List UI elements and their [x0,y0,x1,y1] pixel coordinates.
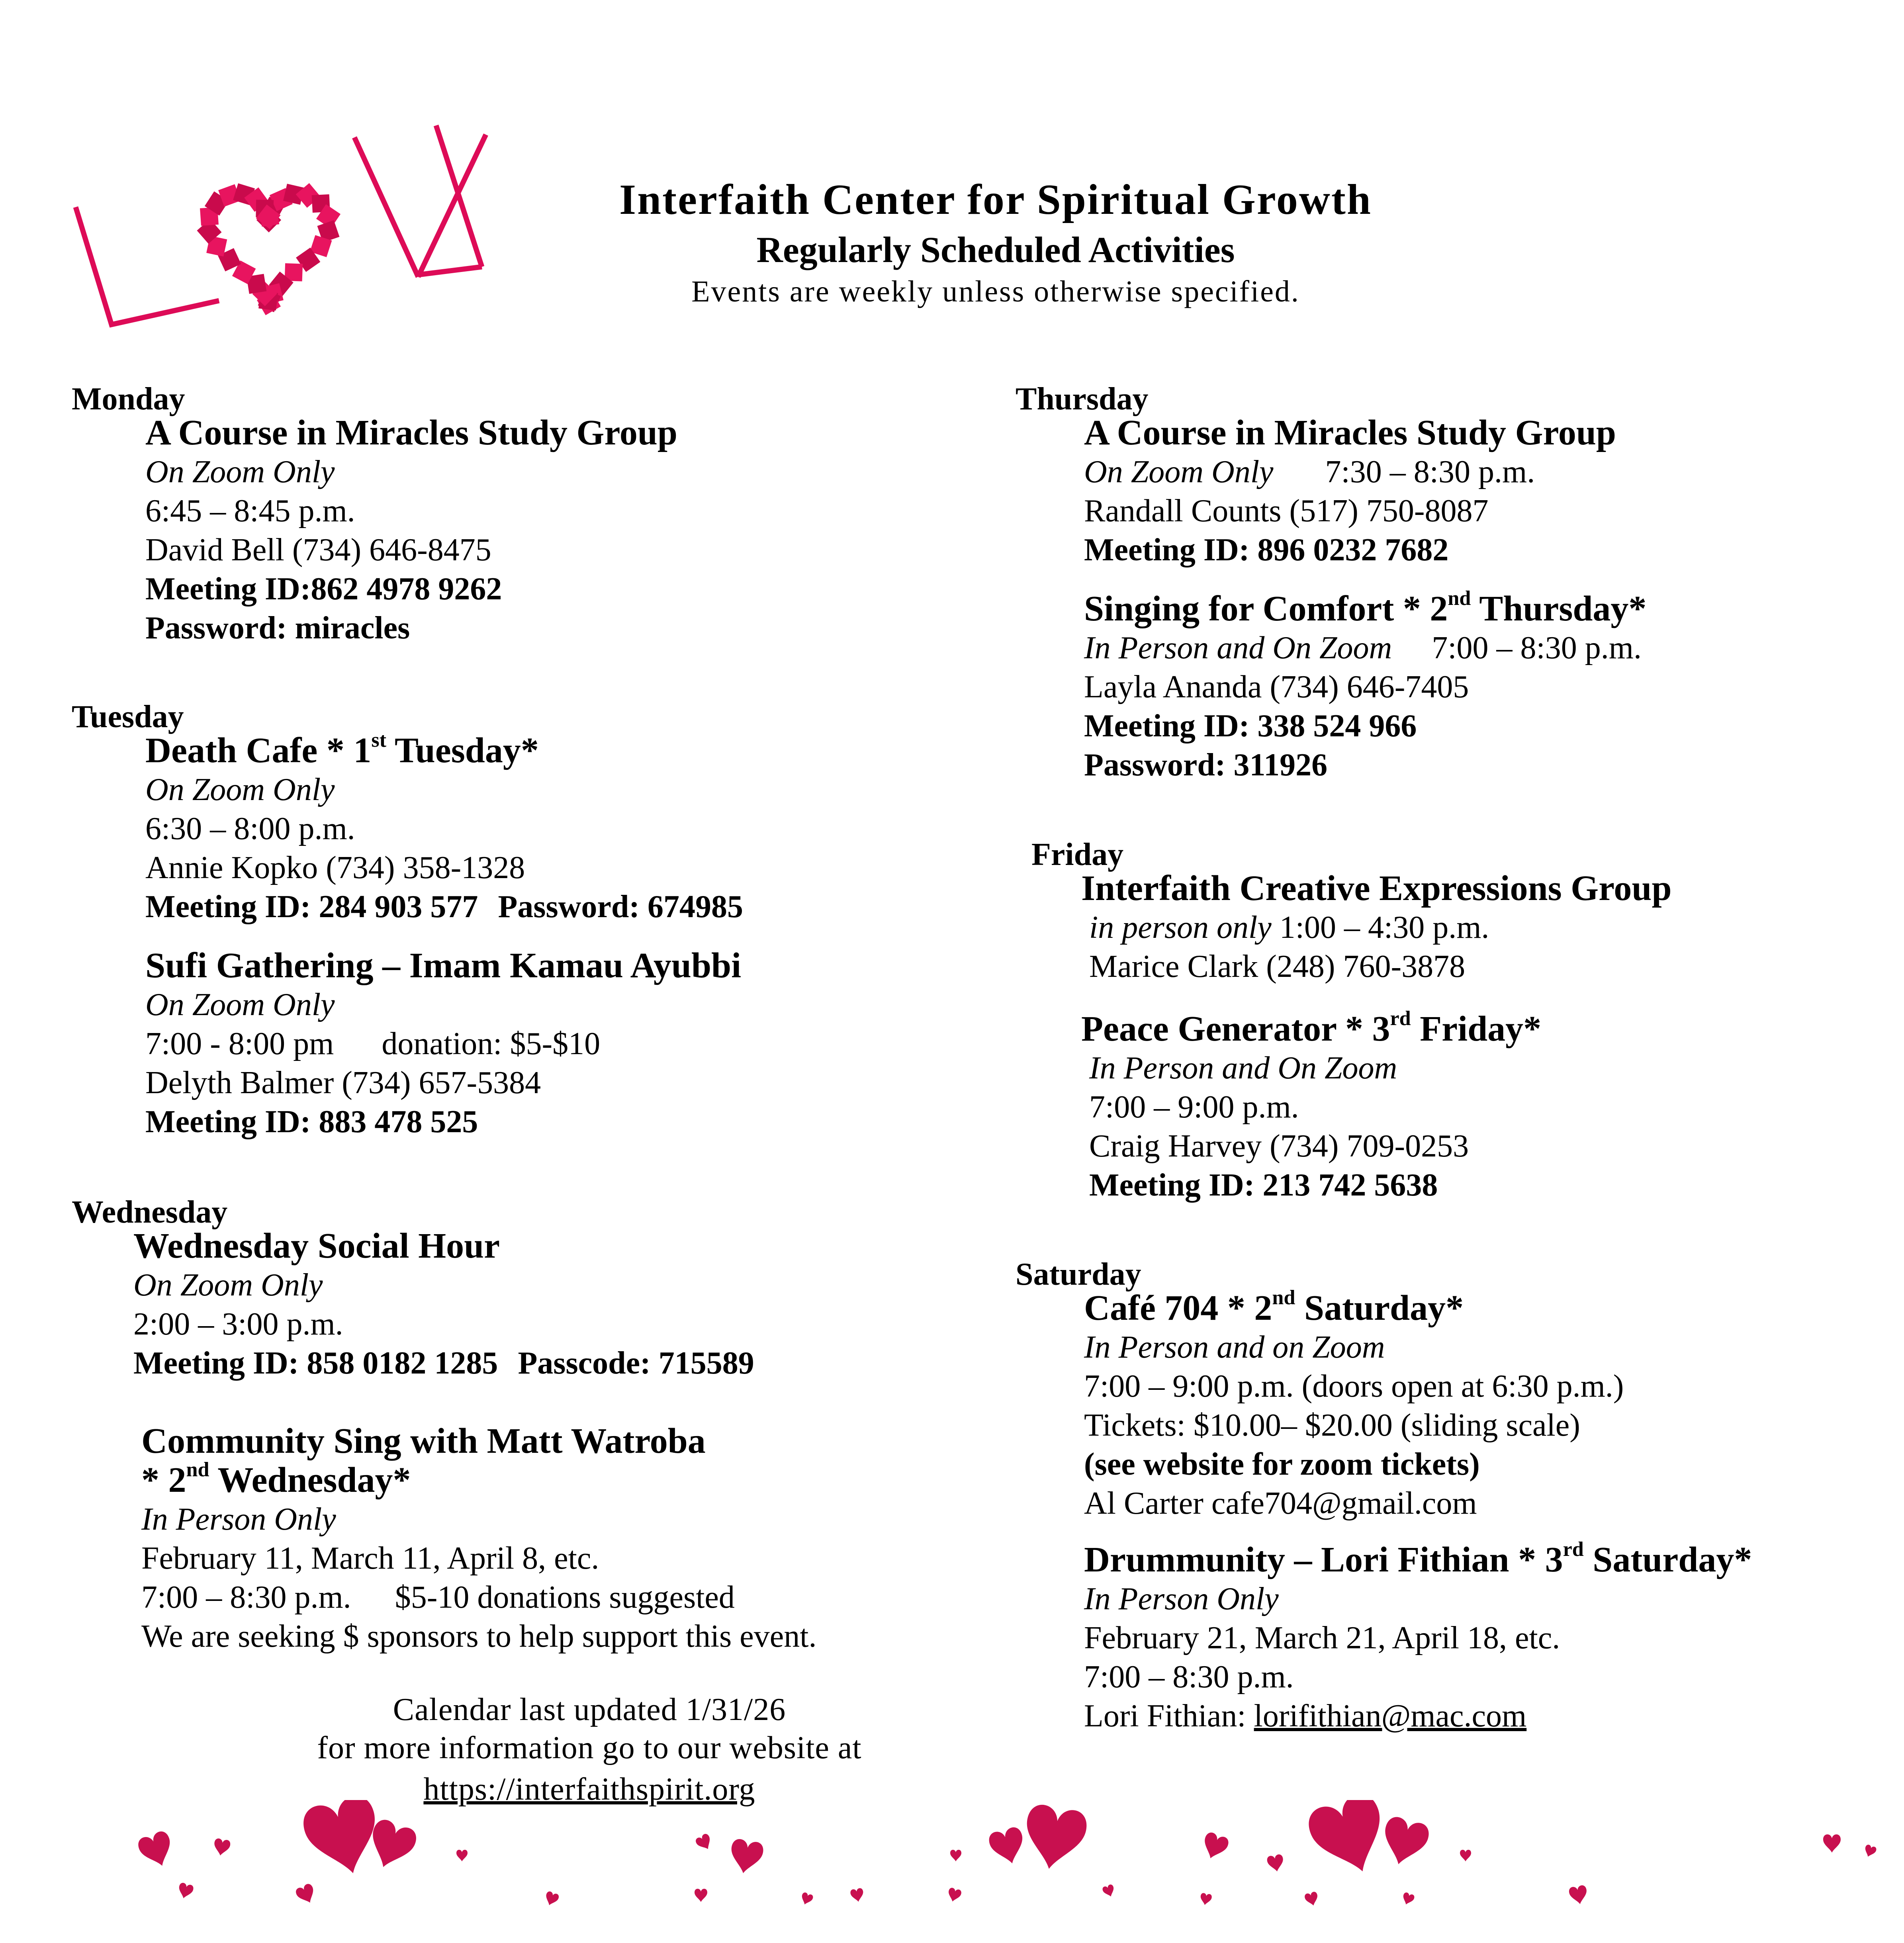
hearts-border [0,1800,1904,1943]
day-heading-saturday: Saturday [1016,1257,1141,1292]
event-title [1084,586,1647,628]
event-mode: In Person Only [1084,1581,1279,1616]
event-meeting-id: Meeting ID: 858 0182 1285 [133,1346,498,1381]
heart-icon [1304,1891,1320,1907]
event-time: 6:45 – 8:45 p.m. [145,493,355,528]
heart-icon [1303,1800,1396,1884]
heart-icon [1377,1815,1431,1870]
heart-icon [695,1833,714,1853]
heart-icon [1460,1850,1471,1861]
contact-email-link[interactable]: lorifithian@mac.com [1254,1698,1527,1734]
event-contact: Al Carter cafe704@gmail.com [1084,1486,1477,1521]
heart-icon [543,1890,560,1907]
event-wednesday-community-sing [141,1422,816,1656]
event-meeting-id: Meeting ID: 284 903 577 [145,889,478,924]
event-time: 7:00 – 8:30 p.m. [141,1580,351,1615]
calendar-updated: Calendar last updated 1/31/26 [393,1692,786,1727]
event-time: 7:00 – 8:30 p.m. [1432,630,1642,665]
event-title [1084,1537,1752,1579]
event-time: 7:00 – 9:00 p.m. (doors open at 6:30 p.m.) [1084,1369,1624,1404]
event-thursday-singing [1084,586,1647,785]
event-mode-time [1084,628,1646,667]
page-header [478,175,1513,310]
event-time: 7:00 – 8:30 p.m. [1084,1659,1294,1694]
event-friday-peace-generator [1081,1006,1542,1205]
love-logo [68,123,490,346]
more-info-text: for more information go to our website at [317,1730,862,1765]
event-friday-creative-expressions [1081,869,1672,986]
heart-icon [1102,1884,1116,1898]
event-title-main: Death Cafe * 1 [145,731,372,770]
event-wednesday-social-hour [133,1227,754,1383]
event-meeting-id: Meeting ID: 338 524 966 [1084,708,1417,744]
event-contact: Craig Harvey (734) 709-0253 [1089,1129,1469,1164]
event-title-main: Singing for Comfort * 2 [1084,589,1448,628]
event-meeting-id: Meeting ID: 883 478 525 [145,1104,478,1139]
event-title-main: Drummunity – Lori Fithian * 3 [1084,1540,1563,1579]
event-contact: Randall Counts (517) 750-8087 [1084,493,1489,528]
heart-icon [1266,1854,1285,1873]
heart-icon [294,1882,318,1906]
event-mode: On Zoom Only [145,454,335,489]
ordinal-suffix: nd [1272,1286,1295,1309]
event-title-prefix: * 2 [141,1460,186,1500]
contact-label: Lori Fithian: [1084,1698,1254,1734]
event-mode: In Person and On Zoom [1084,630,1392,665]
event-contact: Delyth Balmer (734) 657-5384 [145,1065,541,1100]
event-password: Password: 674985 [498,889,743,924]
event-mode: in person only [1089,910,1272,945]
heart-icon [950,1850,961,1861]
event-title-day: Friday* [1411,1009,1542,1049]
event-time: 2:00 – 3:00 p.m. [133,1307,343,1342]
heart-icon [1863,1844,1877,1859]
website-link[interactable]: https://interfaithspirit.org [423,1772,755,1807]
event-time-line [145,1024,741,1063]
event-mode: On Zoom Only [133,1268,323,1303]
event-title: Community Sing with Matt Watroba [141,1421,706,1461]
heart-icon [728,1838,765,1876]
event-time: 1:00 – 4:30 p.m. [1279,910,1489,945]
event-time: 7:00 - 8:00 pm [145,1026,334,1061]
event-mode: On Zoom Only [145,772,335,807]
event-mode-time [1084,452,1616,491]
event-contact: David Bell (734) 646-8475 [145,532,491,567]
event-contact: Marice Clark (248) 760-3878 [1089,949,1466,984]
event-time: 7:00 – 9:00 p.m. [1089,1090,1299,1125]
heart-icon [1401,1892,1415,1906]
heart-icon [456,1850,468,1861]
page-subtitle: Regularly Scheduled Activities [756,229,1235,270]
event-password: Password: 311926 [1084,747,1328,783]
heart-icon [136,1829,177,1871]
event-meeting-id: Meeting ID: 213 742 5638 [1089,1168,1438,1203]
event-meeting-id: Meeting ID:862 4978 9262 [145,571,502,607]
heart-icon [987,1826,1029,1868]
ordinal-suffix: nd [186,1458,209,1481]
event-dates: February 21, March 21, April 18, etc. [1084,1620,1560,1655]
event-title: Wednesday Social Hour [133,1226,500,1266]
page-footer [135,1691,1043,1808]
heart-icon [1823,1834,1841,1853]
schedule-note: Events are weekly unless otherwise specified. [691,274,1300,308]
event-tickets: Tickets: $10.00– $20.00 (sliding scale) [1084,1408,1580,1443]
event-mode: In Person and on Zoom [1084,1330,1385,1365]
event-meeting-id: Meeting ID: 896 0232 7682 [1084,532,1449,567]
event-title-main: Peace Generator * 3 [1081,1009,1390,1049]
event-donation: donation: $5-$10 [382,1026,601,1061]
event-mode: In Person Only [141,1502,336,1537]
event-mode: On Zoom Only [1084,454,1274,489]
event-donation: $5-10 donations suggested [395,1580,735,1615]
event-zoom-tickets-note: (see website for zoom tickets) [1084,1447,1480,1482]
heart-of-squares-icon [197,183,340,315]
event-title-day: Wednesday* [209,1460,411,1500]
event-title: A Course in Miracles Study Group [1084,413,1616,452]
event-meeting-line [133,1344,754,1383]
event-dates: February 11, March 11, April 8, etc. [141,1541,599,1576]
heart-icon [1199,1831,1230,1863]
event-saturday-cafe-704 [1084,1286,1624,1523]
event-thursday-acim [1084,413,1616,569]
event-monday-acim [145,413,677,648]
event-title [145,728,743,770]
heart-icon [850,1888,865,1903]
event-title-day: Saturday* [1295,1288,1464,1328]
heart-icon [1199,1892,1212,1906]
event-title: Sufi Gathering – Imam Kamau Ayubbi [145,946,742,985]
day-heading-wednesday: Wednesday [72,1195,228,1230]
event-title: Interfaith Creative Expressions Group [1081,869,1672,908]
event-contact [1084,1696,1752,1736]
event-saturday-drummunity [1084,1537,1752,1736]
event-mode: On Zoom Only [145,987,335,1022]
event-title [1084,1286,1624,1328]
event-title-day: Saturday* [1583,1540,1752,1579]
event-contact: Annie Kopko (734) 358-1328 [145,850,525,885]
event-title-schedule [141,1458,816,1500]
day-heading-thursday: Thursday [1016,382,1149,417]
event-title-main: Café 704 * 2 [1084,1288,1272,1328]
ordinal-suffix: st [371,728,387,751]
event-time: 7:30 – 8:30 p.m. [1325,454,1535,489]
heart-icon [1568,1884,1589,1906]
event-mode-time [1081,908,1672,947]
event-title-day: Thursday* [1471,589,1647,628]
heart-icon [1020,1802,1089,1874]
event-tuesday-death-cafe [145,728,743,926]
event-meeting-line [145,887,743,926]
event-title [1081,1006,1542,1049]
heart-icon [946,1887,962,1903]
day-heading-monday: Monday [72,382,185,417]
event-time-line [141,1578,816,1617]
event-title: A Course in Miracles Study Group [145,413,677,452]
event-password: Password: miracles [145,610,410,646]
heart-icon [176,1882,194,1900]
heart-icon [695,1889,707,1902]
ordinal-suffix: rd [1563,1537,1584,1561]
event-note: We are seeking $ sponsors to help support this event. [141,1619,817,1654]
event-title-day: Tuesday* [386,731,539,770]
day-heading-tuesday: Tuesday [72,699,184,734]
event-contact: Layla Ananda (734) 646-7405 [1084,669,1469,704]
ordinal-suffix: rd [1390,1006,1411,1030]
ordinal-suffix: nd [1448,586,1471,610]
event-passcode: Passcode: 715589 [518,1346,754,1381]
event-tuesday-sufi [145,946,741,1141]
heart-icon [212,1838,231,1857]
event-mode: In Person and On Zoom [1089,1051,1397,1086]
event-time: 6:30 – 8:00 p.m. [145,811,355,846]
page-title: Interfaith Center for Spiritual Growth [619,176,1372,223]
heart-icon [799,1892,814,1906]
day-heading-friday: Friday [1031,837,1124,872]
